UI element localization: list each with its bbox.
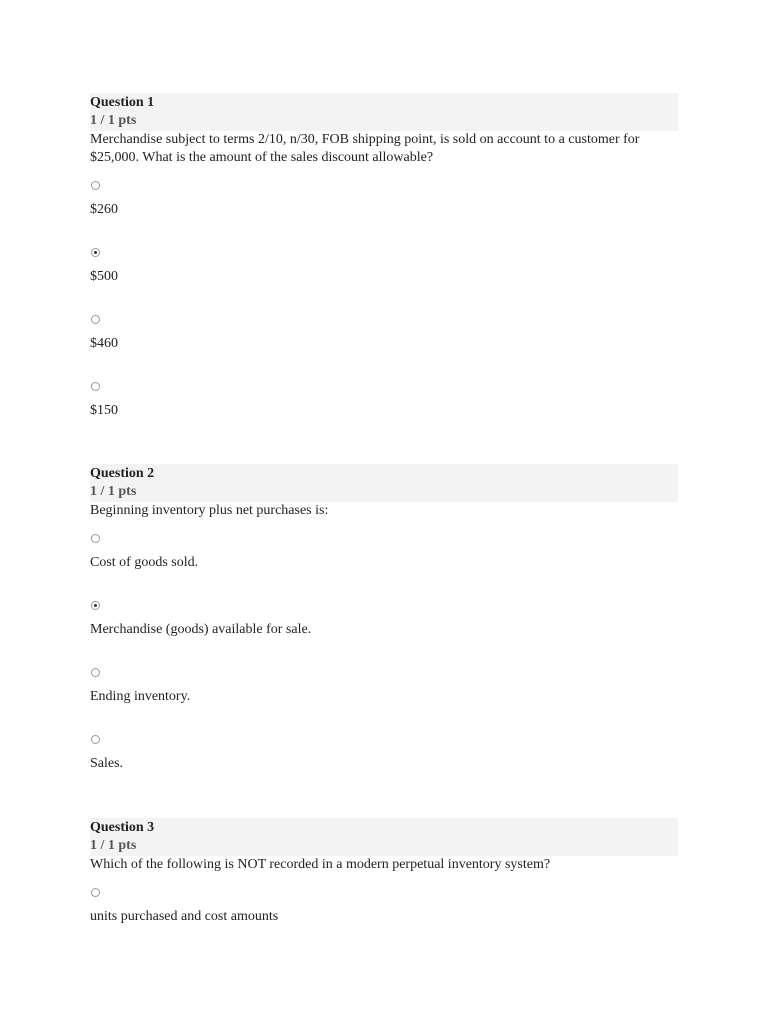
- answer-list: [90, 167, 678, 435]
- answer-label: $500: [90, 269, 118, 284]
- answer-label: $260: [90, 202, 118, 217]
- question-text: Beginning inventory plus net purchases is:: [90, 503, 329, 518]
- radio-button[interactable]: [91, 888, 100, 897]
- question-title: Question 1: [90, 95, 155, 110]
- question-header: [90, 464, 678, 502]
- radio-button[interactable]: [91, 534, 100, 543]
- answer-option[interactable]: [90, 167, 678, 234]
- question-points: 1 / 1 pts: [90, 484, 137, 499]
- answer-option[interactable]: [90, 234, 678, 301]
- radio-button[interactable]: [91, 248, 100, 257]
- answer-option[interactable]: [90, 301, 678, 368]
- question-text: Which of the following is NOT recorded in a modern perpetual inventory system?: [90, 857, 551, 872]
- question-2: [90, 464, 678, 788]
- answer-label: $460: [90, 336, 118, 351]
- radio-button[interactable]: [91, 382, 100, 391]
- question-3: [90, 818, 678, 941]
- answer-label: units purchased and cost amounts: [90, 909, 279, 924]
- answer-option[interactable]: [90, 368, 678, 435]
- answer-option[interactable]: [90, 654, 678, 721]
- answer-label: Merchandise (goods) available for sale.: [90, 622, 312, 637]
- question-title: Question 2: [90, 466, 155, 481]
- answer-option[interactable]: [90, 721, 678, 788]
- radio-button[interactable]: [91, 735, 100, 744]
- answer-label: Cost of goods sold.: [90, 555, 199, 570]
- question-1: [90, 93, 678, 435]
- answer-label: Ending inventory.: [90, 689, 191, 704]
- question-title: Question 3: [90, 820, 155, 835]
- question-text: Merchandise subject to terms 2/10, n/30, FOB shipping point, is sold on account to a customer for $25,000. What is the amount of the sales discount allowable?: [90, 132, 640, 165]
- answer-option[interactable]: [90, 874, 678, 941]
- question-points: 1 / 1 pts: [90, 838, 137, 853]
- question-points: 1 / 1 pts: [90, 113, 137, 128]
- answer-label: $150: [90, 403, 118, 418]
- radio-button[interactable]: [91, 315, 100, 324]
- radio-button[interactable]: [91, 668, 100, 677]
- answer-list: [90, 874, 678, 941]
- radio-button[interactable]: [91, 181, 100, 190]
- answer-label: Sales.: [90, 756, 124, 771]
- question-header: [90, 818, 678, 856]
- question-header: [90, 93, 678, 131]
- radio-button[interactable]: [91, 601, 100, 610]
- answer-list: [90, 520, 678, 788]
- answer-option[interactable]: [90, 587, 678, 654]
- answer-option[interactable]: [90, 520, 678, 587]
